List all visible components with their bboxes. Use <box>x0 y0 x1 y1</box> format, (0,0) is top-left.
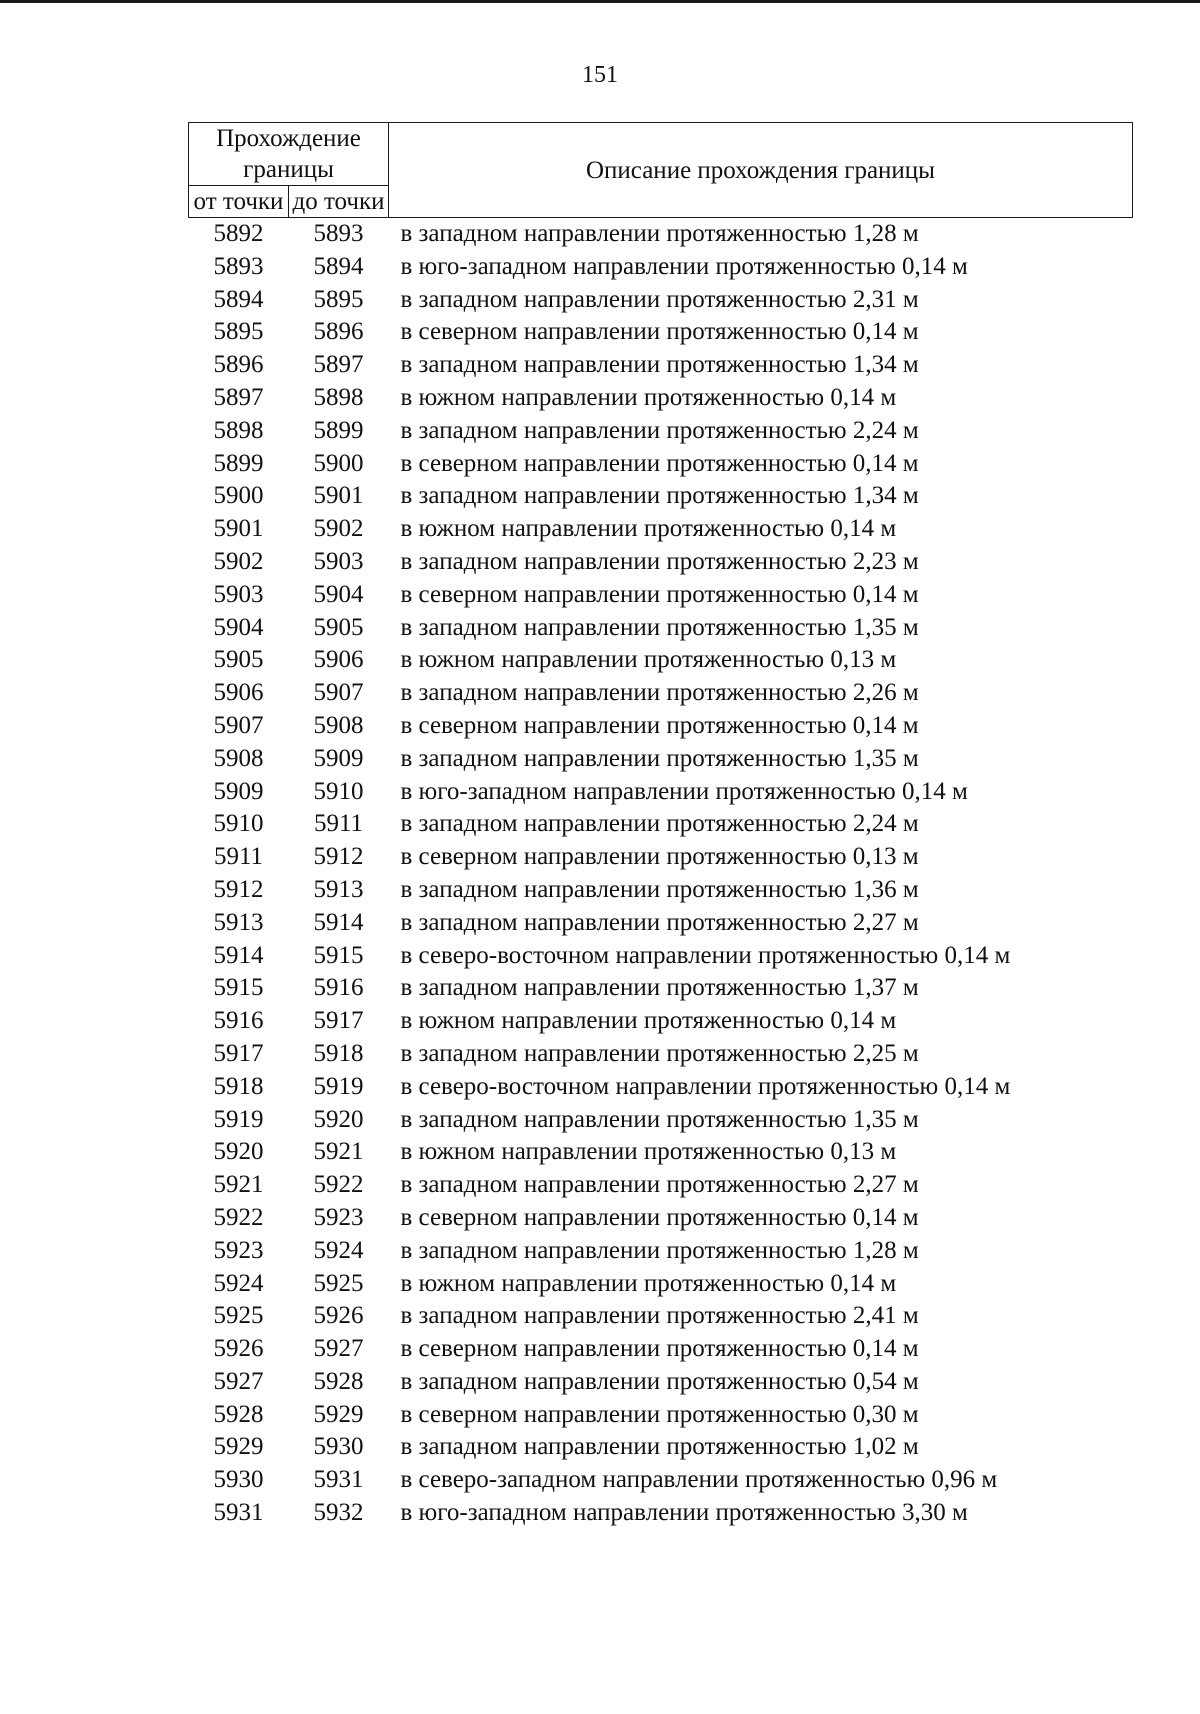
cell-to-point: 5916 <box>313 974 364 1002</box>
table-row <box>189 841 1133 874</box>
cell-from-point: 5895 <box>213 318 264 346</box>
cell-from-point: 5922 <box>213 1203 264 1231</box>
cell-to-point: 5915 <box>313 941 364 969</box>
cell-to-point: 5898 <box>313 383 364 411</box>
cell-description: в западном направлении протяженностью 2,23 м <box>400 547 919 575</box>
table-row <box>189 1431 1133 1464</box>
cell-description: в западном направлении протяженностью 1,02 м <box>400 1433 919 1461</box>
cell-from-point: 5924 <box>213 1269 264 1297</box>
cell-to-point: 5921 <box>313 1138 364 1166</box>
header-group-boundary-passage: Прохождение границы <box>189 123 389 186</box>
cell-from-point: 5927 <box>213 1367 264 1395</box>
cell-from-point: 5919 <box>213 1105 264 1133</box>
cell-to-point: 5917 <box>313 1007 364 1035</box>
cell-from-point: 5897 <box>213 383 264 411</box>
table-row <box>189 218 1133 251</box>
cell-from-point: 5912 <box>213 875 264 903</box>
cell-from-point: 5901 <box>213 515 264 543</box>
cell-description: в западном направлении протяженностью 1,35 м <box>400 1105 919 1133</box>
cell-description: в западном направлении протяженностью 1,34 м <box>400 482 919 510</box>
cell-to-point: 5912 <box>313 843 364 871</box>
cell-to-point: 5913 <box>313 875 364 903</box>
cell-to-point: 5925 <box>313 1269 364 1297</box>
cell-description: в западном направлении протяженностью 2,24 м <box>400 810 919 838</box>
table-row <box>189 1169 1133 1202</box>
boundary-table <box>188 122 1133 1530</box>
cell-from-point: 5909 <box>213 777 264 805</box>
cell-description: в северном направлении протяженностью 0,14 м <box>400 580 919 608</box>
table-row <box>189 677 1133 710</box>
cell-from-point: 5910 <box>213 810 264 838</box>
cell-from-point: 5918 <box>213 1072 264 1100</box>
cell-description: в западном направлении протяженностью 2,41 м <box>400 1302 919 1330</box>
cell-to-point: 5926 <box>313 1302 364 1330</box>
table-row <box>189 1235 1133 1268</box>
cell-description: в северном направлении протяженностью 0,14 м <box>400 318 919 346</box>
page-number: 151 <box>582 62 618 88</box>
cell-to-point: 5904 <box>313 580 364 608</box>
cell-to-point: 5920 <box>313 1105 364 1133</box>
table-body <box>189 218 1133 1530</box>
cell-to-point: 5908 <box>313 711 364 739</box>
cell-description: в западном направлении протяженностью 1,28 м <box>400 220 919 247</box>
cell-description: в южном направлении протяженностью 0,13 м <box>400 1138 897 1166</box>
table-row <box>189 1005 1133 1038</box>
cell-description: в западном направлении протяженностью 0,54 м <box>400 1367 919 1395</box>
cell-description: в южном направлении протяженностью 0,14 м <box>400 383 897 411</box>
cell-to-point: 5931 <box>313 1466 364 1494</box>
table-row <box>189 808 1133 841</box>
cell-to-point: 5929 <box>313 1400 364 1428</box>
table-row <box>189 284 1133 317</box>
table-row <box>189 776 1133 809</box>
cell-to-point: 5897 <box>313 351 364 379</box>
table-row <box>189 1399 1133 1432</box>
table-row <box>189 382 1133 415</box>
table-row <box>189 1071 1133 1104</box>
cell-to-point: 5930 <box>313 1433 364 1461</box>
scan-top-edge <box>0 0 1200 3</box>
cell-to-point: 5902 <box>313 515 364 543</box>
header-description: Описание прохождения границы <box>389 123 1133 218</box>
cell-description: в северо-восточном направлении протяженностью 0,14 м <box>400 1072 1011 1100</box>
table-row <box>189 1464 1133 1497</box>
cell-to-point: 5914 <box>313 908 364 936</box>
table-row <box>189 415 1133 448</box>
cell-description: в западном направлении протяженностью 1,28 м <box>400 1236 919 1264</box>
cell-description: в западном направлении протяженностью 1,37 м <box>400 974 919 1002</box>
cell-to-point: 5932 <box>313 1499 364 1527</box>
cell-description: в северо-восточном направлении протяженностью 0,14 м <box>400 941 1011 969</box>
table-row <box>189 1497 1133 1530</box>
cell-from-point: 5911 <box>213 843 264 871</box>
cell-from-point: 5902 <box>213 547 264 575</box>
cell-to-point: 5910 <box>313 777 364 805</box>
table-row <box>189 1136 1133 1169</box>
cell-from-point: 5928 <box>213 1400 264 1428</box>
cell-to-point: 5923 <box>313 1203 364 1231</box>
cell-to-point: 5911 <box>313 810 364 838</box>
cell-to-point: 5927 <box>313 1335 364 1363</box>
cell-to-point: 5922 <box>313 1171 364 1199</box>
cell-from-point: 5903 <box>213 580 264 608</box>
cell-to-point: 5901 <box>313 482 364 510</box>
cell-description: в северо-западном направлении протяженностью 0,96 м <box>400 1466 998 1494</box>
cell-description: в западном направлении протяженностью 2,25 м <box>400 1039 919 1067</box>
cell-from-point: 5905 <box>213 646 264 674</box>
cell-to-point: 5924 <box>313 1236 364 1264</box>
table-row <box>189 972 1133 1005</box>
cell-from-point: 5930 <box>213 1466 264 1494</box>
table-row <box>189 710 1133 743</box>
table-row <box>189 743 1133 776</box>
cell-description: в северном направлении протяженностью 0,14 м <box>400 449 919 477</box>
cell-description: в западном направлении протяженностью 2,24 м <box>400 416 919 444</box>
header-to-point: до точки <box>289 186 389 218</box>
table-row <box>189 316 1133 349</box>
table-row <box>189 579 1133 612</box>
cell-to-point: 5893 <box>313 220 364 247</box>
table-header <box>189 123 1133 218</box>
cell-to-point: 5907 <box>313 679 364 707</box>
cell-from-point: 5900 <box>213 482 264 510</box>
cell-description: в юго-западном направлении протяженностью 0,14 м <box>400 252 968 280</box>
cell-description: в западном направлении протяженностью 1,35 м <box>400 613 919 641</box>
table-row <box>189 1202 1133 1235</box>
table-row <box>189 480 1133 513</box>
cell-from-point: 5931 <box>213 1499 264 1527</box>
table-row <box>189 612 1133 645</box>
cell-to-point: 5899 <box>313 416 364 444</box>
table-row <box>189 874 1133 907</box>
cell-description: в юго-западном направлении протяженностью 0,14 м <box>400 777 968 805</box>
table-row <box>189 349 1133 382</box>
cell-to-point: 5906 <box>313 646 364 674</box>
cell-from-point: 5917 <box>213 1039 264 1067</box>
cell-from-point: 5904 <box>213 613 264 641</box>
cell-description: в западном направлении протяженностью 2,31 м <box>400 285 919 313</box>
cell-from-point: 5913 <box>213 908 264 936</box>
cell-from-point: 5914 <box>213 941 264 969</box>
table-row <box>189 251 1133 284</box>
cell-from-point: 5921 <box>213 1171 264 1199</box>
cell-from-point: 5906 <box>213 679 264 707</box>
cell-from-point: 5915 <box>213 974 264 1002</box>
cell-description: в северном направлении протяженностью 0,30 м <box>400 1400 919 1428</box>
header-from-point: от точки <box>189 186 289 218</box>
table-row <box>189 1366 1133 1399</box>
cell-to-point: 5900 <box>313 449 364 477</box>
cell-from-point: 5893 <box>213 252 264 280</box>
cell-description: в северном направлении протяженностью 0,13 м <box>400 843 919 871</box>
table-row <box>189 546 1133 579</box>
cell-description: в южном направлении протяженностью 0,14 м <box>400 515 897 543</box>
cell-description: в западном направлении протяженностью 1,35 м <box>400 744 919 772</box>
cell-from-point: 5896 <box>213 351 264 379</box>
table-row <box>189 1268 1133 1301</box>
table-row <box>189 940 1133 973</box>
table-row <box>189 644 1133 677</box>
cell-to-point: 5918 <box>313 1039 364 1067</box>
cell-description: в южном направлении протяженностью 0,14 м <box>400 1269 897 1297</box>
cell-to-point: 5909 <box>313 744 364 772</box>
cell-from-point: 5926 <box>213 1335 264 1363</box>
cell-description: в западном направлении протяженностью 1,36 м <box>400 875 919 903</box>
cell-to-point: 5905 <box>313 613 364 641</box>
cell-from-point: 5894 <box>213 285 264 313</box>
cell-from-point: 5899 <box>213 449 264 477</box>
cell-from-point: 5892 <box>213 220 264 247</box>
cell-description: в южном направлении протяженностью 0,13 м <box>400 646 897 674</box>
cell-description: в южном направлении протяженностью 0,14 м <box>400 1007 897 1035</box>
cell-to-point: 5894 <box>313 252 364 280</box>
cell-from-point: 5923 <box>213 1236 264 1264</box>
table-row <box>189 448 1133 481</box>
table-row <box>189 513 1133 546</box>
table-row <box>189 1104 1133 1137</box>
cell-description: в юго-западном направлении протяженностью 3,30 м <box>400 1499 968 1527</box>
cell-to-point: 5928 <box>313 1367 364 1395</box>
cell-to-point: 5896 <box>313 318 364 346</box>
cell-from-point: 5908 <box>213 744 264 772</box>
cell-description: в северном направлении протяженностью 0,14 м <box>400 1335 919 1363</box>
cell-description: в западном направлении протяженностью 2,27 м <box>400 1171 919 1199</box>
cell-from-point: 5920 <box>213 1138 264 1166</box>
cell-description: в северном направлении протяженностью 0,14 м <box>400 711 919 739</box>
table-row <box>189 1333 1133 1366</box>
cell-from-point: 5925 <box>213 1302 264 1330</box>
table-row <box>189 1300 1133 1333</box>
cell-description: в западном направлении протяженностью 2,26 м <box>400 679 919 707</box>
cell-to-point: 5903 <box>313 547 364 575</box>
cell-description: в западном направлении протяженностью 1,34 м <box>400 351 919 379</box>
cell-to-point: 5919 <box>313 1072 364 1100</box>
cell-description: в северном направлении протяженностью 0,14 м <box>400 1203 919 1231</box>
cell-from-point: 5929 <box>213 1433 264 1461</box>
cell-from-point: 5898 <box>213 416 264 444</box>
cell-to-point: 5895 <box>313 285 364 313</box>
cell-from-point: 5907 <box>213 711 264 739</box>
cell-from-point: 5916 <box>213 1007 264 1035</box>
cell-description: в западном направлении протяженностью 2,27 м <box>400 908 919 936</box>
table-row <box>189 1038 1133 1071</box>
table-row <box>189 907 1133 940</box>
